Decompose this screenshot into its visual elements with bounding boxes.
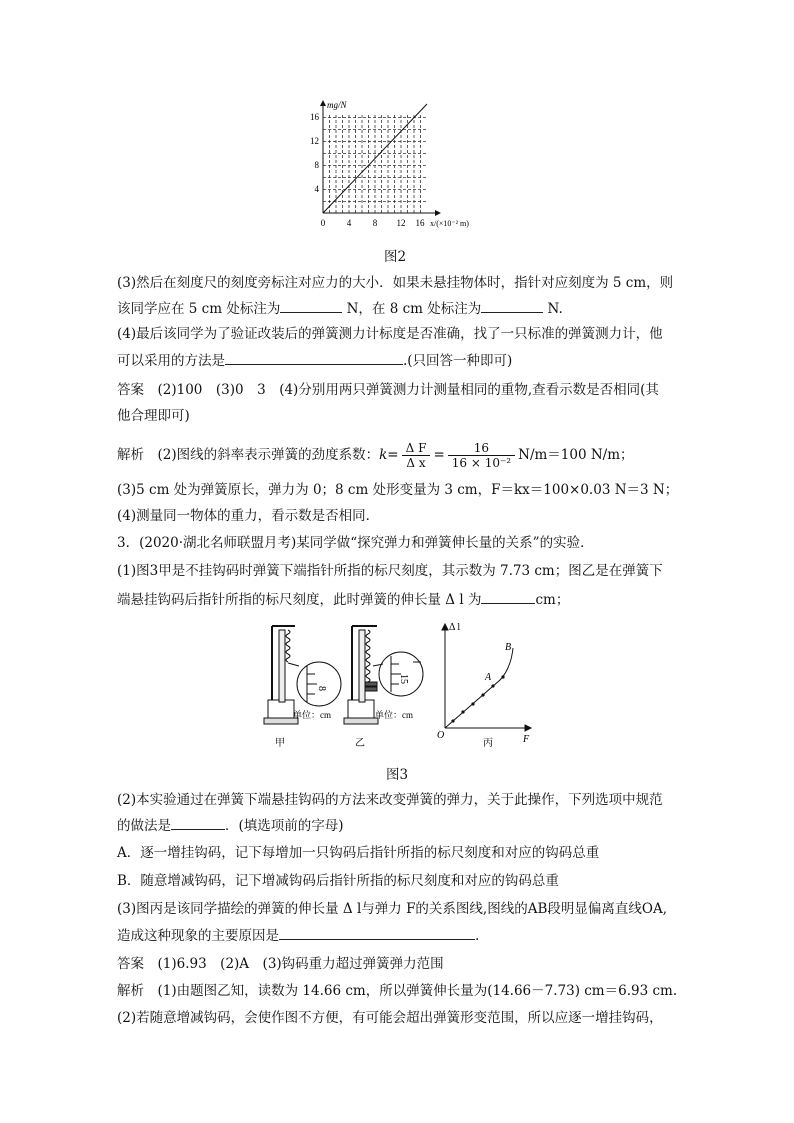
problem3-q1-text-b: cm； [535,592,570,608]
x-tick: 4 [346,218,352,228]
fraction-values [448,441,515,470]
y-tick: 12 [310,136,319,146]
yi-label: 乙 [355,738,365,749]
jia-label: 甲 [275,738,285,749]
problem3-q1-line1: (1)图3甲是不挂钩码时弹簧下端指针所指的标尺刻度，其示数为 7.73 cm；图乙是在弹簧下 [117,563,663,579]
answer1-line1: 答案 (2)100 (3)0 3 (4)分别用两只弹簧测力计测量相同的重物,查看示数是否相同(其 [117,382,659,398]
graph-x-label: F [523,734,530,745]
analysis1-tail: N/m＝100 N/m； [518,447,634,463]
problem3-q3-text-a: 造成这种现象的主要原因是 [117,928,279,944]
problem3-q3-line2 [117,925,479,946]
q3-line2-text-b: N，在 8 cm 处标注为 [342,301,482,317]
x-tick: 16 [415,218,425,228]
x-axis-label: x/(×10⁻² m) [430,219,469,228]
problem3-q2-text-a: 的做法是 [117,818,171,834]
answer-blank[interactable] [225,350,403,365]
fraction-dF-dx [402,441,431,470]
problem3-q2-line1: (2)本实验通过在弹簧下端悬挂钩码的方法来改变弹簧的弹力，关于此操作，下列选项中规范 [117,792,663,808]
q4-line2 [117,350,512,371]
unit-jia: 单位：cm [293,710,331,720]
y-tick: 8 [314,160,319,170]
equals-sign: = [433,447,445,463]
k-symbol: k= [379,447,399,463]
jia-reading: 8 [316,686,327,691]
answer-blank[interactable] [279,925,475,940]
fraction-denominator: 16 × 10⁻² [451,456,512,470]
figure-3-caption: 图3 [386,767,409,783]
problem3-q1-text-a: 端悬挂钩码后指针所指的标尺刻度，此时弹簧的伸长量 Δ l 为 [117,592,482,608]
analysis1-line2: (3)5 cm 处为弹簧原长，弹力为 0；8 cm 处形变量为 3 cm，F＝kx＝100×0.03 N＝3 N； [117,482,679,498]
problem3-q3-line1: (3)图丙是该同学描绘的弹簧的伸长量 Δ l与弹力 F的关系图线,图线的AB段明显偏离直线OA, [117,901,667,917]
figure-2-caption: 图2 [384,249,407,265]
figure-2-graph [305,98,505,236]
q4-line2-text-b: .(只回答一种即可) [403,353,513,369]
point-b-label: B [505,642,512,653]
x-tick: 8 [372,218,378,228]
answer-blank[interactable] [280,298,342,313]
option-a: A．逐一增挂钩码，记下每增加一只钩码后指针所指的标尺刻度和对应的钩码总重 [117,845,600,861]
q3-line2-text-c: N. [543,301,563,317]
answer-blank[interactable] [481,589,535,604]
graph-origin: O [437,730,445,741]
analysis1-line3: (4)测量同一物体的重力，看示数是否相同． [117,508,380,524]
answer2: 答案 (1)6.93 (2)A (3)钩码重力超过弹簧弹力范围 [117,956,444,972]
y-tick: 16 [310,112,319,122]
analysis1-label: 解析 (2)图线的斜率表示弹簧的劲度系数： [117,447,380,463]
fraction-numerator: 16 [448,441,515,456]
analysis2-line2: (2)若随意增减钩码，会使作图不方便，有可能会超出弹簧形变范围，所以应逐一增挂钩码， [117,1010,663,1026]
yi-reading: 15 [398,674,409,684]
problem3-q3-text-b: . [475,928,480,944]
y-tick: 4 [314,184,319,194]
answer-blank[interactable] [481,298,543,313]
analysis2-line1: 解析 (1)由题图乙知，读数为 14.66 cm，所以弹簧伸长量为(14.66－7.73) cm＝6.93 cm. [117,983,678,999]
problem3-title: 3．(2020·湖北名师联盟月考)某同学做“探究弹力和弹簧伸长量的关系”的实验． [117,535,594,551]
problem3-q2-text-b: ．(填选项前的字母) [225,818,344,834]
problem3-q1-line2 [117,589,569,610]
y-axis-label: mg/N [327,100,347,110]
x-tick: 0 [320,218,326,228]
answer-blank[interactable] [171,815,225,830]
option-b: B．随意增减钩码，记下增减钩码后指针所指的标尺刻度和对应的钩码总重 [117,873,559,889]
analysis1-line1 [117,440,634,470]
q4-line1: (4)最后该同学为了验证改装后的弹簧测力计标度是否准确，找了一只标准的弹簧测力计，他 [117,326,663,342]
fraction-numerator: Δ F [402,441,431,456]
x-tick: 12 [396,218,406,228]
bing-label: 丙 [483,738,493,749]
fraction-denominator: Δ x [406,456,426,470]
q3-line2-text-a: 该同学应在 5 cm 处标注为 [117,301,281,317]
q3-line2 [117,298,563,319]
q4-line2-text-a: 可以采用的方法是 [117,353,225,369]
unit-yi: 单位：cm [375,710,413,720]
q3-line1: (3)然后在刻度尺的刻度旁标注对应力的大小．如果未悬挂物体时，指针对应刻度为 5 cm，则 [117,275,674,291]
figure-3 [255,618,555,750]
point-a-label: A [485,672,492,683]
graph-y-label: Δ l [449,622,461,633]
grid [323,113,427,213]
problem3-q2-line2 [117,815,344,836]
answer1-line2: 他合理即可) [117,408,190,424]
